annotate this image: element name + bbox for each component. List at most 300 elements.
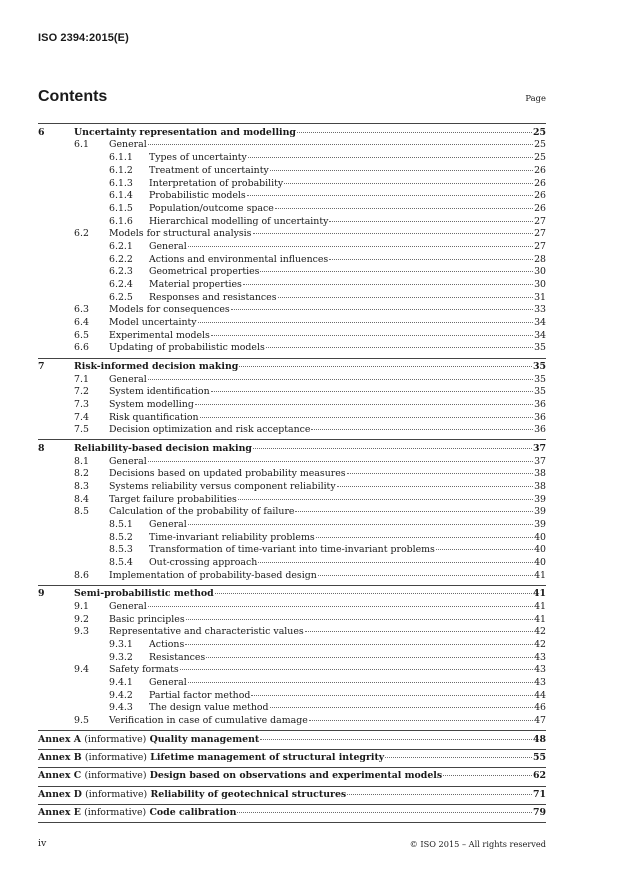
copyright-notice: © ISO 2015 – All rights reserved: [409, 839, 546, 849]
toc-entry-title: Risk quantification: [109, 411, 199, 423]
toc-entry-page: 62: [532, 770, 546, 782]
toc-entry-page: 41: [534, 613, 546, 625]
toc-entry[interactable]: [38, 330, 546, 343]
toc-entry-title: Calculation of the probability of failure: [109, 506, 295, 518]
dot-leader: [385, 757, 532, 758]
toc-entry-page: 35: [534, 386, 546, 398]
toc-entry-line: [149, 639, 546, 652]
toc-entry-line: [109, 570, 546, 583]
toc-entry-number: 8.5.3: [109, 544, 133, 556]
toc-entry-page: 26: [534, 202, 546, 214]
toc-entry-number: 6.1.5: [109, 202, 133, 214]
toc-entry-number: 6.2.4: [109, 279, 133, 291]
annex-entry[interactable]: [38, 807, 546, 820]
toc-entry-page: 44: [534, 689, 546, 701]
toc-entry-page: 25: [534, 139, 546, 151]
page-column-label: Page: [525, 93, 546, 103]
toc-entry-number: 8.5.2: [109, 531, 133, 543]
toc-entry-number: 6.2.3: [109, 266, 133, 278]
toc-entry-title: Risk-informed decision making: [74, 360, 239, 372]
toc-entry-line: [149, 652, 546, 665]
toc-entry-page: 48: [532, 733, 546, 745]
toc-entry-number: 9: [38, 588, 45, 600]
toc-entry[interactable]: [38, 216, 546, 229]
toc-entry-page: 27: [534, 215, 546, 227]
annex-name: Reliability of geotechnical structures: [150, 788, 347, 800]
toc-entry-page: 26: [534, 190, 546, 202]
annex-qualifier: (informative): [84, 752, 147, 763]
toc-entry-page: 42: [534, 638, 546, 650]
toc-entry-line: [74, 127, 546, 140]
toc-entry-title: Models for structural analysis: [109, 228, 252, 240]
toc-entry[interactable]: [38, 532, 546, 545]
toc-entry-number: 9.3.2: [109, 651, 133, 663]
toc-entry[interactable]: [38, 317, 546, 330]
toc-entry-line: [149, 292, 546, 305]
dot-leader: [347, 794, 532, 795]
section-divider: [38, 749, 546, 750]
toc-entry-page: 41: [532, 588, 546, 600]
toc-entry[interactable]: [38, 715, 546, 728]
toc-entry[interactable]: [38, 456, 546, 469]
annex-label: Annex E: [38, 807, 81, 819]
toc-entry-page: 43: [534, 664, 546, 676]
dot-leader: [148, 461, 533, 462]
toc-entry-number: 8.3: [74, 480, 89, 492]
toc-entry-number: 7.2: [74, 386, 89, 398]
toc-entry-line: [149, 544, 546, 557]
toc-entry[interactable]: [38, 342, 546, 355]
toc-entry-title: Time-invariant reliability problems: [149, 531, 315, 543]
section-divider: [38, 767, 546, 768]
toc-entry[interactable]: [38, 468, 546, 481]
toc-entry-title: Uncertainty representation and modelling: [74, 126, 296, 138]
toc-entry-number: 8.2: [74, 468, 89, 480]
toc-entry-page: 71: [532, 788, 546, 800]
toc-entry-line: [38, 752, 546, 765]
toc-entry-line: [109, 342, 546, 355]
toc-entry[interactable]: [38, 412, 546, 425]
toc-entry-title: Implementation of probability-based design: [109, 569, 317, 581]
toc-entry-number: 6.1: [74, 139, 89, 151]
annex-label: Annex A: [38, 733, 81, 745]
annex-name: Design based on observations and experimental models: [149, 770, 443, 782]
toc-entry[interactable]: [38, 127, 546, 140]
toc-entry-line: [38, 770, 546, 783]
dot-leader: [337, 486, 533, 487]
toc-entry-line: [74, 443, 546, 456]
toc-entry-page: 33: [534, 304, 546, 316]
toc-entry-number: 9.4.1: [109, 677, 133, 688]
dot-leader: [238, 499, 533, 500]
toc-entry-page: 36: [534, 411, 546, 423]
toc-entry-title: Probabilistic models: [149, 190, 246, 202]
section-divider: [38, 804, 546, 805]
dot-leader: [311, 429, 533, 430]
toc-entry-number: 9.4.3: [109, 702, 133, 714]
toc-entry-page: 26: [534, 177, 546, 189]
toc-entry-number: 9.5: [74, 715, 89, 727]
dot-leader: [248, 157, 533, 158]
toc-entry-title: Safety formats: [109, 664, 179, 676]
toc-entry-line: [38, 789, 546, 802]
toc-entry-page: 79: [532, 807, 546, 819]
toc-entry-line: [109, 715, 546, 728]
dot-leader: [200, 417, 534, 418]
toc-entry-title: General: [109, 373, 147, 385]
annex-title: [38, 734, 259, 747]
annex-name: Quality management: [149, 733, 260, 745]
toc-entry-title: Experimental models: [109, 329, 210, 341]
toc-entry-number: 6.2.5: [109, 291, 133, 303]
toc-entry-page: 43: [534, 651, 546, 663]
annex-name: Code calibration: [149, 807, 237, 819]
document-id: ISO 2394:2015(E): [38, 32, 129, 44]
toc-entry[interactable]: [38, 570, 546, 583]
toc-entry-line: [109, 456, 546, 469]
dot-leader: [239, 366, 532, 367]
toc-entry-title: General: [149, 677, 187, 688]
toc-entry-page: 35: [534, 342, 546, 354]
toc-entry-number: 6.2.1: [109, 240, 133, 252]
toc-entry-line: [38, 807, 546, 820]
dot-leader: [148, 144, 533, 145]
toc-entry[interactable]: [38, 178, 546, 191]
toc-entry-page: 31: [534, 291, 546, 303]
toc-entry-line: [149, 152, 546, 165]
toc-entry-title: General: [109, 455, 147, 467]
section-divider: [38, 439, 546, 440]
toc-entry-title: Partial factor method: [149, 689, 251, 701]
toc-entry[interactable]: [38, 544, 546, 557]
toc-entry-title: General: [149, 240, 187, 252]
toc-entry-line: [109, 412, 546, 425]
toc-entry-number: 6.1.1: [109, 152, 133, 164]
toc-entry-title: Types of uncertainty: [149, 152, 247, 164]
toc-entry-line: [149, 178, 546, 191]
toc-entry-title: System identification: [109, 386, 210, 398]
toc-entry-line: [109, 494, 546, 507]
toc-entry-number: 9.1: [74, 600, 89, 612]
dot-leader: [243, 284, 533, 285]
dot-leader: [436, 549, 533, 550]
annex-qualifier: (informative): [85, 788, 148, 800]
toc-entry[interactable]: [38, 386, 546, 399]
toc-entry[interactable]: [38, 165, 546, 178]
toc-entry-title: System modelling: [109, 399, 194, 410]
toc-entry-line: [109, 374, 546, 387]
dot-leader: [247, 195, 533, 196]
toc-entry-title: General: [109, 139, 147, 151]
toc-entry-title: General: [149, 518, 187, 530]
toc-entry-title: Interpretation of probability: [149, 177, 284, 189]
dot-leader: [316, 537, 533, 538]
page-title: Contents: [38, 88, 108, 105]
toc-entry-page: 26: [534, 164, 546, 176]
toc-entry[interactable]: [38, 139, 546, 152]
toc-entry-number: 8.5.1: [109, 518, 133, 530]
toc-entry[interactable]: [38, 304, 546, 317]
toc-entry-title: Responses and resistances: [149, 291, 277, 303]
toc-entry-page: 40: [534, 557, 546, 569]
toc-entry-page: 25: [534, 152, 546, 164]
dot-leader: [211, 335, 533, 336]
toc-entry-number: 7.3: [74, 399, 89, 410]
toc-entry[interactable]: [38, 690, 546, 703]
dot-leader: [253, 233, 534, 234]
toc-entry-title: Transformation of time-variant into time-invariant problems: [149, 544, 435, 556]
dot-leader: [275, 208, 533, 209]
dot-leader: [284, 183, 533, 184]
toc-entry-title: General: [109, 600, 147, 612]
toc-entry[interactable]: [38, 677, 546, 690]
dot-leader: [270, 707, 534, 708]
toc-entry-number: 9.3.1: [109, 638, 133, 650]
annex-title: [38, 770, 442, 783]
toc-entry[interactable]: [38, 399, 546, 412]
dot-leader: [260, 271, 533, 272]
toc-entry[interactable]: [38, 588, 546, 601]
toc-entry-page: 43: [534, 677, 546, 688]
annex-label: Annex D: [38, 788, 82, 800]
toc-entry-number: 6.2: [74, 228, 89, 240]
toc-entry-line: [109, 626, 546, 639]
toc-entry-title: Material properties: [149, 279, 242, 291]
toc-entry-line: [109, 506, 546, 519]
toc-entry-title: Verification in case of cumulative damage: [109, 715, 308, 727]
toc-entry-line: [109, 330, 546, 343]
toc-entry[interactable]: [38, 652, 546, 665]
toc-entry-number: 6: [38, 126, 45, 138]
toc-entry-title: Target failure probabilities: [109, 493, 237, 505]
toc-entry[interactable]: [38, 203, 546, 216]
toc-entry-line: [109, 139, 546, 152]
toc-entry-line: [109, 481, 546, 494]
toc-entry[interactable]: [38, 614, 546, 627]
toc-entry[interactable]: [38, 519, 546, 532]
toc-entry[interactable]: [38, 292, 546, 305]
toc-entry-page: 28: [534, 253, 546, 265]
toc-entry[interactable]: [38, 702, 546, 715]
annex-title: [38, 789, 346, 802]
annex-entry[interactable]: [38, 752, 546, 765]
toc-entry-number: 6.1.6: [109, 215, 133, 227]
toc-entry-page: 38: [534, 480, 546, 492]
toc-entry[interactable]: [38, 494, 546, 507]
toc-entry-title: The design value method: [149, 702, 269, 714]
toc-entry-number: 8.6: [74, 569, 89, 581]
section-divider: [38, 358, 546, 359]
toc-entry-title: Out-crossing approach: [149, 557, 258, 569]
toc-entry-line: [149, 254, 546, 267]
toc-entry[interactable]: [38, 601, 546, 614]
toc-entry[interactable]: [38, 241, 546, 254]
toc-entry-page: 41: [534, 569, 546, 581]
toc-entry[interactable]: [38, 626, 546, 639]
annex-qualifier: (informative): [84, 733, 147, 745]
toc-entry-line: [109, 424, 546, 437]
toc-entry-number: 6.4: [74, 317, 89, 329]
toc-entry-page: 36: [534, 399, 546, 410]
toc-entry-line: [109, 386, 546, 399]
toc-entry-number: 9.4.2: [109, 689, 133, 701]
toc-entry[interactable]: [38, 254, 546, 267]
toc-entry-number: 9.2: [74, 613, 89, 625]
toc-entry-line: [149, 165, 546, 178]
toc-entry-number: 6.2.2: [109, 253, 133, 265]
toc-entry-line: [149, 203, 546, 216]
dot-leader: [318, 575, 533, 576]
toc-entry-line: [149, 532, 546, 545]
toc-entry-page: 39: [534, 506, 546, 518]
toc-entry[interactable]: [38, 424, 546, 437]
toc-entry[interactable]: [38, 443, 546, 456]
toc-entry-number: 6.6: [74, 342, 89, 354]
toc-entry-number: 6.3: [74, 304, 89, 316]
toc-entry-title: Reliability-based decision making: [74, 442, 252, 454]
toc-entry[interactable]: [38, 228, 546, 241]
toc-entry-page: 25: [532, 126, 546, 138]
toc-entry-page: 38: [534, 468, 546, 480]
toc-entry-line: [149, 279, 546, 292]
toc-entry-line: [38, 734, 546, 747]
section-divider: [38, 730, 546, 731]
dot-leader: [180, 669, 533, 670]
toc-entry-number: 6.5: [74, 329, 89, 341]
toc-entry-line: [149, 519, 546, 532]
toc-entry[interactable]: [38, 639, 546, 652]
dot-leader: [270, 170, 533, 171]
annex-qualifier: (informative): [84, 807, 147, 819]
toc-entry-line: [149, 557, 546, 570]
toc-entry-title: Actions and environmental influences: [149, 253, 329, 265]
dot-leader: [278, 297, 534, 298]
dot-leader: [443, 775, 532, 776]
toc-entry-line: [149, 190, 546, 203]
annex-entry[interactable]: [38, 789, 546, 802]
dot-leader: [148, 379, 533, 380]
dot-leader: [260, 739, 532, 740]
dot-leader: [188, 524, 533, 525]
toc-entry-number: 8: [38, 442, 45, 454]
toc-entry[interactable]: [38, 152, 546, 165]
toc-entry-title: Representative and characteristic values: [109, 626, 304, 638]
toc-entry-page: 35: [534, 373, 546, 385]
toc-entry-number: 8.4: [74, 493, 89, 505]
toc-entry-title: Decision optimization and risk acceptance: [109, 424, 311, 436]
toc-entry-line: [149, 677, 546, 690]
annex-title: [38, 752, 384, 765]
toc-entry-line: [109, 614, 546, 627]
dot-leader: [206, 657, 533, 658]
toc-entry-title: Resistances: [149, 651, 206, 663]
toc-entry-line: [109, 468, 546, 481]
section-divider: [38, 822, 546, 823]
toc-entry-number: 6.1.2: [109, 164, 133, 176]
annex-label: Annex B: [38, 752, 82, 763]
annex-entry[interactable]: [38, 770, 546, 783]
toc-entry-number: 9.4: [74, 664, 89, 676]
toc-entry-line: [149, 266, 546, 279]
dot-leader: [231, 309, 533, 310]
toc-entry[interactable]: [38, 361, 546, 374]
toc-entry-number: 6.1.4: [109, 190, 133, 202]
toc-entry-number: 8.5.4: [109, 557, 133, 569]
dot-leader: [329, 259, 533, 260]
dot-leader: [251, 695, 533, 696]
dot-leader: [188, 682, 533, 683]
toc-entry-page: 42: [534, 626, 546, 638]
toc-entry[interactable]: [38, 190, 546, 203]
toc-entry[interactable]: [38, 266, 546, 279]
toc-entry-page: 34: [534, 317, 546, 329]
toc-entry-page: 40: [534, 544, 546, 556]
toc-entry-number: 8.5: [74, 506, 89, 518]
toc-entry-number: 9.3: [74, 626, 89, 638]
toc-entry[interactable]: [38, 664, 546, 677]
toc-entry-line: [149, 690, 546, 703]
dot-leader: [297, 132, 532, 133]
toc-entry-page: 30: [534, 279, 546, 291]
dot-leader: [253, 448, 532, 449]
toc-entry-title: Model uncertainty: [109, 317, 197, 329]
dot-leader: [211, 391, 533, 392]
annex-entry[interactable]: [38, 734, 546, 747]
page-number: iv: [38, 838, 47, 849]
toc-entry[interactable]: [38, 481, 546, 494]
toc-entry-line: [109, 399, 546, 412]
dot-leader: [329, 221, 533, 222]
toc-entry-page: 37: [532, 442, 546, 454]
toc-entry-page: 36: [534, 424, 546, 436]
toc-entry-line: [149, 241, 546, 254]
dot-leader: [185, 644, 533, 645]
dot-leader: [305, 631, 533, 632]
toc-entry-line: [74, 588, 546, 601]
toc-entry-page: 39: [534, 518, 546, 530]
toc-entry-title: Basic principles: [109, 613, 185, 625]
toc-entry[interactable]: [38, 374, 546, 387]
toc-entry-number: 7: [38, 360, 45, 372]
toc-entry-line: [109, 664, 546, 677]
dot-leader: [215, 593, 532, 594]
toc-entry-page: 55: [532, 752, 546, 763]
toc-entry-line: [149, 702, 546, 715]
section-divider: [38, 123, 546, 124]
toc-entry-line: [149, 216, 546, 229]
annex-qualifier: (informative): [84, 770, 147, 782]
toc-entry-line: [74, 361, 546, 374]
dot-leader: [195, 404, 533, 405]
toc-entry-title: Systems reliability versus component reliability: [109, 480, 336, 492]
section-divider: [38, 786, 546, 787]
toc-entry-page: 27: [534, 240, 546, 252]
toc-entry-title: Models for consequences: [109, 304, 230, 316]
toc-entry[interactable]: [38, 557, 546, 570]
toc-entry-title: Treatment of uncertainty: [149, 164, 269, 176]
toc-entry-page: 35: [532, 360, 546, 372]
toc-entry-line: [109, 601, 546, 614]
toc-entry[interactable]: [38, 506, 546, 519]
dot-leader: [186, 619, 533, 620]
toc-entry[interactable]: [38, 279, 546, 292]
toc-entry-number: 6.1.3: [109, 177, 133, 189]
toc-entry-line: [109, 317, 546, 330]
toc-entry-title: Hierarchical modelling of uncertainty: [149, 215, 329, 227]
toc-entry-page: 30: [534, 266, 546, 278]
dot-leader: [148, 606, 533, 607]
annex-name: Lifetime management of structural integrity: [150, 752, 385, 763]
